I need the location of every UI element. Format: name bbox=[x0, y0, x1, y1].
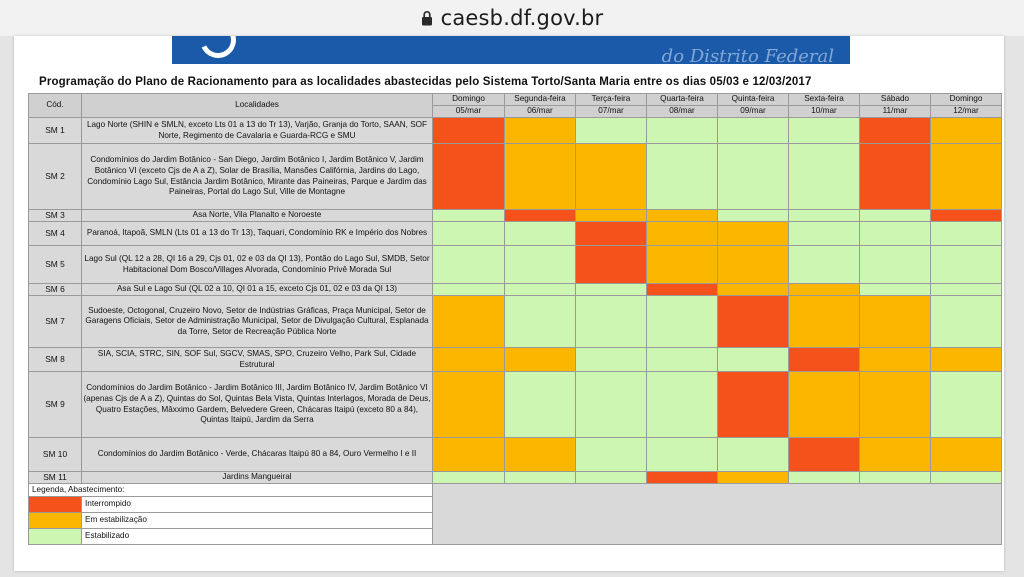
row-code: SM 3 bbox=[29, 210, 82, 222]
row-localities: Jardins Mangueiral bbox=[82, 472, 433, 484]
banner-text: do Distrito Federal bbox=[661, 46, 834, 64]
status-cell bbox=[433, 372, 505, 438]
legend-filler bbox=[433, 484, 1002, 545]
status-cell bbox=[718, 144, 789, 210]
header-code: Cód. bbox=[29, 94, 82, 118]
status-cell bbox=[433, 210, 505, 222]
status-cell bbox=[505, 222, 576, 246]
row-localities: Condomínios do Jardim Botânico - Verde, Chácaras Itaipú 80 a 84, Ouro Vermelho I e II bbox=[82, 438, 433, 472]
status-cell bbox=[433, 246, 505, 284]
status-cell bbox=[433, 118, 505, 144]
status-cell bbox=[576, 296, 647, 348]
status-cell bbox=[505, 296, 576, 348]
status-cell bbox=[860, 222, 931, 246]
status-cell bbox=[433, 472, 505, 484]
status-cell bbox=[789, 348, 860, 372]
url-display[interactable] bbox=[421, 6, 604, 30]
status-cell bbox=[931, 118, 1002, 144]
status-cell bbox=[931, 284, 1002, 296]
status-cell bbox=[931, 222, 1002, 246]
status-cell bbox=[647, 438, 718, 472]
row-code: SM 2 bbox=[29, 144, 82, 210]
status-cell bbox=[789, 296, 860, 348]
status-cell bbox=[931, 144, 1002, 210]
legend-label: Em estabilização bbox=[82, 513, 433, 529]
header-day-name: Domingo bbox=[931, 94, 1002, 106]
header-day-date: 05/mar bbox=[433, 106, 505, 118]
status-cell bbox=[433, 438, 505, 472]
legend-title-row bbox=[29, 484, 1002, 497]
row-localities: Lago Sul (QL 12 a 28, QI 16 a 29, Cjs 01, 02 e 03 da QI 13), Pontão do Lago Sul, SMDB, Setor Habitacional Dom Bosco/Villages Alvorada, Condomínio Privê Morada Sul bbox=[82, 246, 433, 284]
row-code: SM 4 bbox=[29, 222, 82, 246]
legend-title: Legenda, Abastecimento: bbox=[29, 484, 433, 497]
status-cell bbox=[505, 372, 576, 438]
table-row bbox=[29, 348, 1002, 372]
status-cell bbox=[647, 284, 718, 296]
row-localities: Lago Norte (SHIN e SMLN, exceto Lts 01 a 13 do Tr 13), Varjão, Granja do Torto, SAAN, SOF Norte, Regimento de Cavalaria e Guarda-RCG e SMU bbox=[82, 118, 433, 144]
status-cell bbox=[433, 144, 505, 210]
header-localities: Localidades bbox=[82, 94, 433, 118]
header-day-date: 09/mar bbox=[718, 106, 789, 118]
row-code: SM 6 bbox=[29, 284, 82, 296]
header-day-name: Domingo bbox=[433, 94, 505, 106]
status-cell bbox=[789, 438, 860, 472]
rationing-table bbox=[28, 93, 1002, 545]
status-cell bbox=[505, 118, 576, 144]
header-day-date: 10/mar bbox=[789, 106, 860, 118]
status-cell bbox=[718, 348, 789, 372]
status-cell bbox=[505, 144, 576, 210]
status-cell bbox=[860, 284, 931, 296]
status-cell bbox=[505, 472, 576, 484]
status-cell bbox=[576, 438, 647, 472]
status-cell bbox=[789, 284, 860, 296]
document-title: Programação do Plano de Racionamento para as localidades abastecidas pelo Sistema Torto/Santa Maria entre os dias 05/03 e 12/03/2017 bbox=[39, 76, 812, 88]
status-cell bbox=[647, 118, 718, 144]
status-cell bbox=[931, 438, 1002, 472]
row-code: SM 7 bbox=[29, 296, 82, 348]
status-cell bbox=[576, 472, 647, 484]
status-cell bbox=[860, 246, 931, 284]
row-localities: Asa Sul e Lago Sul (QL 02 a 10, QI 01 a 15, exceto Cjs 01, 02 e 03 da QI 13) bbox=[82, 284, 433, 296]
row-localities: Condomínios do Jardim Botânico - San Diego, Jardim Botânico I, Jardim Botânico V, Jardim Botânico VI (exceto Cjs de A a Z), Solar de Brasília, Mansões Califórnia, Jardins do Lago, Condomínio Lago Sul, Estância Jardim Botânico, Mirante das Paineiras, Parque e Jardim das Paineiras, Portal do Lago Sul, Ville de Montagne bbox=[82, 144, 433, 210]
browser-address-bar[interactable] bbox=[0, 0, 1024, 36]
status-cell bbox=[433, 296, 505, 348]
caesb-logo-icon bbox=[195, 36, 241, 63]
status-cell bbox=[718, 472, 789, 484]
status-cell bbox=[931, 372, 1002, 438]
status-cell bbox=[718, 438, 789, 472]
status-cell bbox=[647, 472, 718, 484]
status-cell bbox=[433, 222, 505, 246]
url-text: caesb.df.gov.br bbox=[440, 6, 604, 30]
status-cell bbox=[789, 246, 860, 284]
status-cell bbox=[860, 118, 931, 144]
header-day-date: 06/mar bbox=[505, 106, 576, 118]
lock-icon bbox=[421, 10, 433, 26]
table-row bbox=[29, 438, 1002, 472]
table-row bbox=[29, 284, 1002, 296]
legend-swatch bbox=[29, 513, 82, 529]
status-cell bbox=[789, 118, 860, 144]
table-row bbox=[29, 296, 1002, 348]
table-row bbox=[29, 118, 1002, 144]
row-code: SM 11 bbox=[29, 472, 82, 484]
header-day-name: Sábado bbox=[860, 94, 931, 106]
table-row bbox=[29, 246, 1002, 284]
legend-label: Interrompido bbox=[82, 497, 433, 513]
status-cell bbox=[505, 438, 576, 472]
status-cell bbox=[718, 284, 789, 296]
status-cell bbox=[789, 372, 860, 438]
header-day-date: 08/mar bbox=[647, 106, 718, 118]
status-cell bbox=[433, 284, 505, 296]
status-cell bbox=[505, 348, 576, 372]
status-cell bbox=[718, 296, 789, 348]
status-cell bbox=[718, 372, 789, 438]
table-row bbox=[29, 472, 1002, 484]
header-day-date: 07/mar bbox=[576, 106, 647, 118]
status-cell bbox=[931, 472, 1002, 484]
document-page bbox=[14, 36, 1004, 571]
status-cell bbox=[647, 372, 718, 438]
status-cell bbox=[860, 210, 931, 222]
status-cell bbox=[433, 348, 505, 372]
status-cell bbox=[505, 246, 576, 284]
header-day-name: Segunda-feira bbox=[505, 94, 576, 106]
status-cell bbox=[647, 222, 718, 246]
status-cell bbox=[647, 144, 718, 210]
row-code: SM 5 bbox=[29, 246, 82, 284]
row-code: SM 8 bbox=[29, 348, 82, 372]
status-cell bbox=[860, 296, 931, 348]
status-cell bbox=[647, 246, 718, 284]
table-row bbox=[29, 372, 1002, 438]
status-cell bbox=[789, 222, 860, 246]
caesb-banner bbox=[172, 36, 850, 64]
status-cell bbox=[505, 210, 576, 222]
status-cell bbox=[931, 348, 1002, 372]
status-cell bbox=[647, 296, 718, 348]
legend-label: Estabilizado bbox=[82, 529, 433, 545]
status-cell bbox=[505, 284, 576, 296]
header-day-date: 11/mar bbox=[860, 106, 931, 118]
header-day-name: Quarta-feira bbox=[647, 94, 718, 106]
status-cell bbox=[718, 118, 789, 144]
row-code: SM 10 bbox=[29, 438, 82, 472]
status-cell bbox=[931, 246, 1002, 284]
status-cell bbox=[789, 210, 860, 222]
row-localities: Condomínios do Jardim Botânico - Jardim Botânico III, Jardim Botânico IV, Jardim Botânico VI (apenas Cjs de A a Z), Quintas do Sol, Quintas Bela Vista, Quintas Interlagos, Morada de Deus, Quatro Estações, Mâxximo Gardem, Belvedere Green, Chácaras Itaipú (exceto 80 a 84), Quintas Itaipú, Jardim da Serra bbox=[82, 372, 433, 438]
legend-swatch bbox=[29, 497, 82, 513]
status-cell bbox=[931, 296, 1002, 348]
status-cell bbox=[860, 348, 931, 372]
status-cell bbox=[576, 372, 647, 438]
row-localities: Paranoá, Itapoã, SMLN (Lts 01 a 13 do Tr 13), Taquari, Condomínio RK e Império dos Nobres bbox=[82, 222, 433, 246]
row-code: SM 1 bbox=[29, 118, 82, 144]
status-cell bbox=[860, 372, 931, 438]
row-localities: Sudoeste, Octogonal, Cruzeiro Novo, Setor de Indústrias Gráficas, Praça Municipal, Setor de Garagens Oficiais, Setor de Administração Municipal, Setor de Divulgação Cultural, Esplanada da Torre, Setor de Recreação Pública Norte bbox=[82, 296, 433, 348]
status-cell bbox=[931, 210, 1002, 222]
status-cell bbox=[576, 246, 647, 284]
status-cell bbox=[789, 472, 860, 484]
header-day-name: Quinta-feira bbox=[718, 94, 789, 106]
legend-swatch bbox=[29, 529, 82, 545]
status-cell bbox=[718, 222, 789, 246]
status-cell bbox=[860, 472, 931, 484]
status-cell bbox=[789, 144, 860, 210]
header-day-date: 12/mar bbox=[931, 106, 1002, 118]
table-row bbox=[29, 210, 1002, 222]
status-cell bbox=[860, 144, 931, 210]
row-localities: Asa Norte, Vila Planalto e Noroeste bbox=[82, 210, 433, 222]
status-cell bbox=[576, 118, 647, 144]
table-row bbox=[29, 144, 1002, 210]
status-cell bbox=[718, 210, 789, 222]
status-cell bbox=[576, 210, 647, 222]
status-cell bbox=[576, 348, 647, 372]
status-cell bbox=[576, 222, 647, 246]
status-cell bbox=[860, 438, 931, 472]
status-cell bbox=[718, 246, 789, 284]
table-row bbox=[29, 222, 1002, 246]
status-cell bbox=[576, 284, 647, 296]
row-localities: SIA, SCIA, STRC, SIN, SOF Sul, SGCV, SMAS, SPO, Cruzeiro Velho, Park Sul, Cidade Estrutural bbox=[82, 348, 433, 372]
header-day-name: Terça-feira bbox=[576, 94, 647, 106]
status-cell bbox=[647, 348, 718, 372]
header-row bbox=[29, 94, 1002, 106]
header-day-name: Sexta-feira bbox=[789, 94, 860, 106]
row-code: SM 9 bbox=[29, 372, 82, 438]
status-cell bbox=[576, 144, 647, 210]
status-cell bbox=[647, 210, 718, 222]
